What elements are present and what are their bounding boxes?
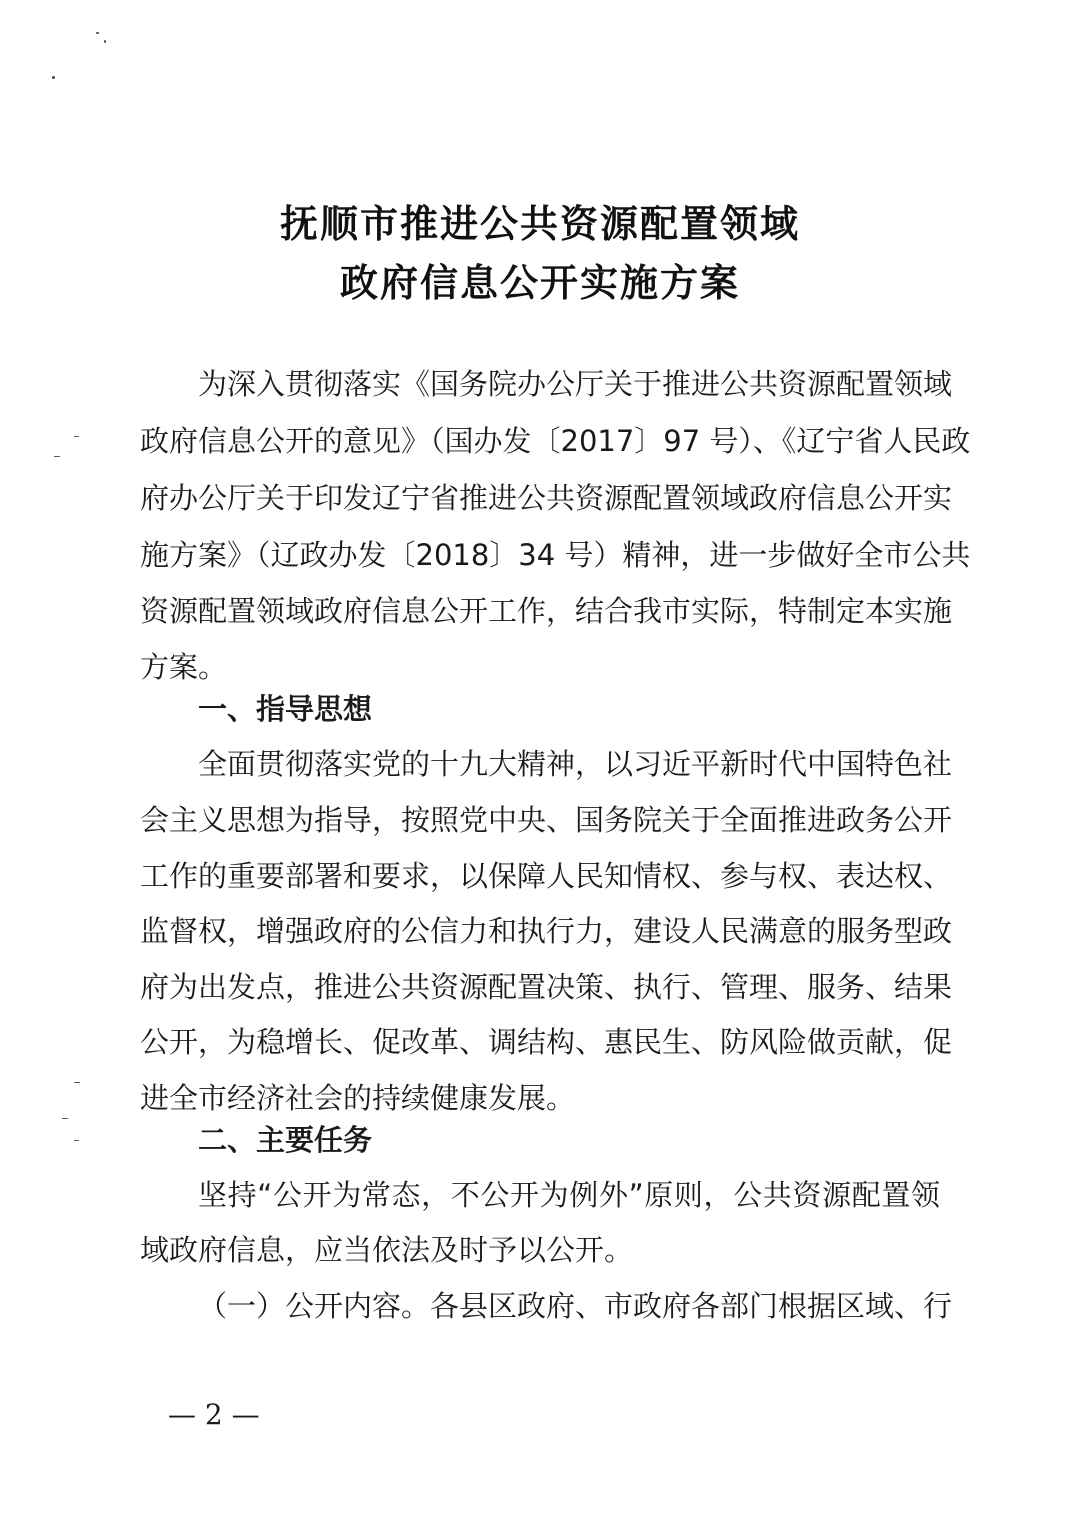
paragraph-line: 施方案》（辽政办发〔2018〕34 号）精神，进一步做好全市公共 xyxy=(140,538,971,572)
scan-speck xyxy=(52,76,55,79)
scan-speck xyxy=(104,40,106,43)
paragraph-line: 方案。 xyxy=(140,650,228,684)
paragraph-line: 资源配置领域政府信息公开工作，结合我市实际，特制定本实施 xyxy=(140,594,953,628)
paragraph-line: 监督权，增强政府的公信力和执行力，建设人民满意的服务型政 xyxy=(140,914,953,948)
scan-speck xyxy=(74,436,79,437)
section-heading-guiding-ideology: 一、指导思想 xyxy=(198,692,373,726)
scan-speck xyxy=(54,456,60,457)
paragraph-line: 府为出发点，推进公共资源配置决策、执行、管理、服务、结果 xyxy=(140,970,953,1004)
document-title-line-1: 抚顺市推进公共资源配置领域 xyxy=(279,201,800,246)
paragraph-line: 全面贯彻落实党的十九大精神，以习近平新时代中国特色社 xyxy=(198,747,953,781)
page-number: — 2 — xyxy=(168,1398,260,1431)
paragraph-line: 工作的重要部署和要求，以保障人民知情权、参与权、表达权、 xyxy=(140,859,953,893)
document-title-line-2: 政府信息公开实施方案 xyxy=(339,260,740,305)
scan-speck xyxy=(96,32,99,34)
paragraph-line: （一）公开内容。各县区政府、市政府各部门根据区域、行 xyxy=(198,1289,953,1323)
scan-speck xyxy=(74,1082,80,1083)
paragraph-line: 府办公厅关于印发辽宁省推进公共资源配置领域政府信息公开实 xyxy=(140,481,953,515)
paragraph-line: 坚持“公开为常态，不公开为例外”原则，公共资源配置领 xyxy=(198,1178,940,1212)
paragraph-line: 进全市经济社会的持续健康发展。 xyxy=(140,1081,576,1115)
paragraph-line: 域政府信息，应当依法及时予以公开。 xyxy=(140,1233,634,1267)
scan-speck xyxy=(62,1118,68,1119)
paragraph-line: 为深入贯彻落实《国务院办公厅关于推进公共资源配置领域 xyxy=(198,367,953,401)
section-heading-main-tasks: 二、主要任务 xyxy=(198,1123,373,1157)
scan-speck xyxy=(74,1140,79,1141)
paragraph-line: 公开，为稳增长、促改革、调结构、惠民生、防风险做贡献，促 xyxy=(140,1025,953,1059)
paragraph-line: 会主义思想为指导，按照党中央、国务院关于全面推进政务公开 xyxy=(140,803,953,837)
paragraph-line: 政府信息公开的意见》（国办发〔2017〕97 号）、《辽宁省人民政 xyxy=(140,424,971,458)
